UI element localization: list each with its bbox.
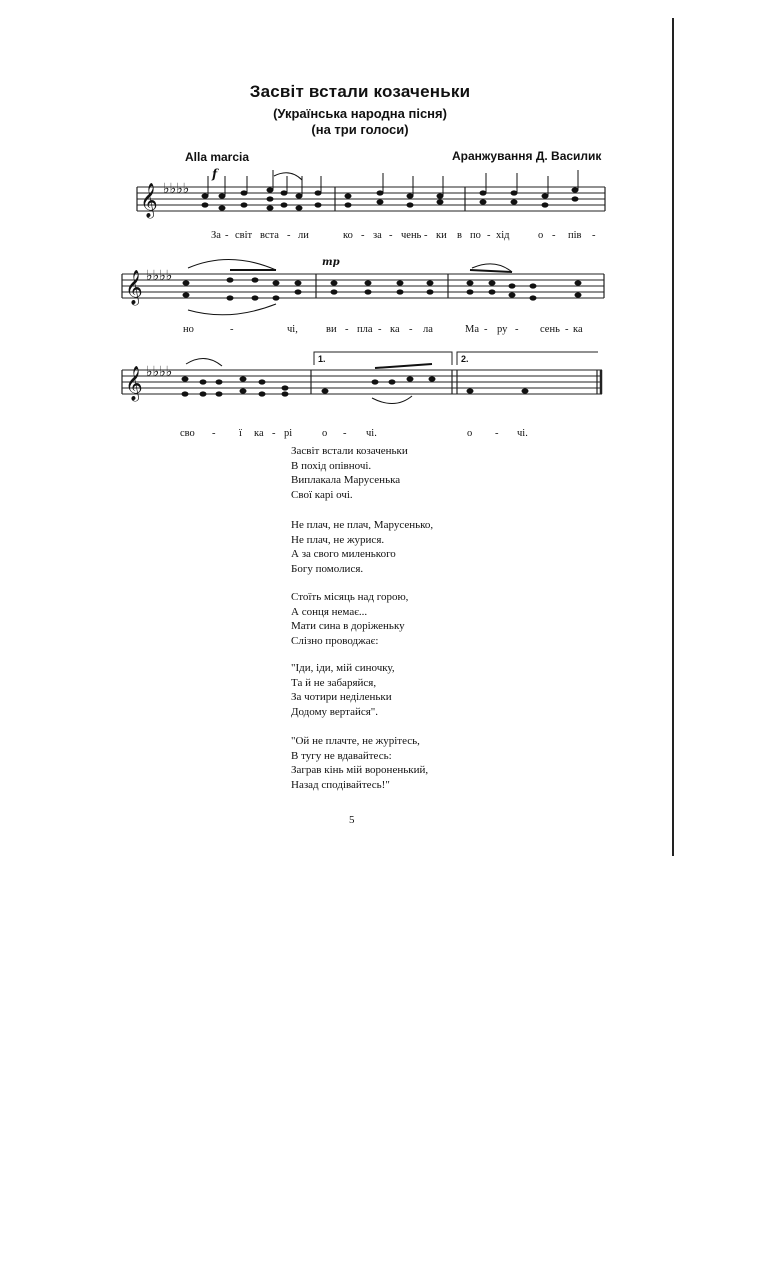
dynamic-mezzo-piano: mp xyxy=(322,257,340,268)
stanza-line: Богу помолися. xyxy=(291,562,364,575)
lyric-syllable: ка xyxy=(390,324,400,335)
lyric-syllable: - xyxy=(212,428,216,439)
lyric-syllable: ла xyxy=(423,324,433,335)
stanza-line: Не плач, не журися. xyxy=(291,533,385,546)
lyric-syllable: світ xyxy=(235,230,253,241)
lyrics-system-1 xyxy=(0,230,777,244)
lyric-syllable: - xyxy=(343,428,347,439)
song-subtitle: (Українська народна пісня) xyxy=(273,106,447,121)
svg-text:♭♭♭♭: ♭♭♭♭ xyxy=(163,181,190,197)
lyric-syllable: сво xyxy=(180,428,195,439)
song-title: Засвіт встали козаченьки xyxy=(249,82,471,101)
stanza-line: Та й не забаряйся, xyxy=(291,676,377,689)
lyric-syllable: - xyxy=(484,324,488,335)
lyric-syllable: - xyxy=(378,324,382,335)
lyric-syllable: - xyxy=(424,230,428,241)
lyric-syllable: - xyxy=(225,230,229,241)
stanza-5 xyxy=(291,734,428,792)
lyric-syllable: - xyxy=(361,230,365,241)
lyric-syllable: в xyxy=(457,230,462,241)
stanza-line: Додому вертайся". xyxy=(291,705,379,718)
lyric-syllable: - xyxy=(487,230,491,241)
stanza-line: В похід опівночі. xyxy=(291,459,372,472)
stanza-line: Назад сподівайтесь!" xyxy=(291,778,390,791)
stanza-line: Свої карі очі. xyxy=(291,488,353,501)
stanza-line: А за свого миленького xyxy=(291,548,396,560)
lyrics-system-2 xyxy=(0,324,777,338)
stanza-line: Слізно проводжає: xyxy=(291,634,379,647)
lyric-syllable: Ма xyxy=(465,324,479,335)
stanza-line: "Іди, іди, мій синочку, xyxy=(291,662,395,674)
stanza-1 xyxy=(291,444,408,502)
svg-text:𝄞: 𝄞 xyxy=(125,270,143,305)
lyric-syllable: сень xyxy=(540,324,560,335)
lyric-syllable: ка xyxy=(254,428,264,439)
lyric-syllable: - xyxy=(345,324,349,335)
lyric-syllable: чі, xyxy=(287,324,298,335)
lyric-syllable: о xyxy=(538,230,544,241)
page-number: 5 xyxy=(349,814,355,826)
svg-text:♭♭♭♭: ♭♭♭♭ xyxy=(146,364,173,380)
lyric-syllable: За xyxy=(211,230,221,241)
lyric-syllable: - xyxy=(592,230,596,241)
lyric-syllable: ви xyxy=(326,324,337,335)
lyric-syllable: ї xyxy=(239,428,242,439)
lyric-syllable: - xyxy=(272,428,276,439)
arranger-credit: Аранжування Д. Василик xyxy=(452,149,602,163)
svg-text:𝄞: 𝄞 xyxy=(140,183,158,218)
lyric-syllable: чень xyxy=(401,230,422,241)
stanza-line: "Ой не плачте, не журітесь, xyxy=(291,735,420,747)
stanza-3 xyxy=(291,590,408,648)
lyric-syllable: за xyxy=(373,230,382,241)
lyric-syllable: - xyxy=(409,324,413,335)
lyric-syllable: ру xyxy=(497,324,508,335)
stanza-2 xyxy=(291,518,433,576)
lyric-syllable: чі. xyxy=(517,428,528,439)
stanza-line: Мати сина в доріженьку xyxy=(291,620,405,632)
lyric-syllable: ка xyxy=(573,324,583,335)
svg-text:♭♭♭♭: ♭♭♭♭ xyxy=(146,268,173,284)
lyric-syllable: - xyxy=(287,230,291,241)
tempo-marking: Alla marcia xyxy=(185,150,250,164)
lyrics-system-3 xyxy=(0,428,777,442)
lyric-syllable: пів xyxy=(568,230,582,241)
dynamic-forte: f xyxy=(212,167,218,181)
lyric-syllable: о xyxy=(322,428,328,439)
lyric-syllable: - xyxy=(230,324,234,335)
stanza-line: В тугу не вдавайтесь: xyxy=(291,749,392,762)
stanza-line: За чотири неділеньки xyxy=(291,691,392,703)
lyric-syllable: вста xyxy=(260,230,279,241)
lyric-syllable: - xyxy=(565,324,569,335)
lyric-syllable: - xyxy=(495,428,499,439)
stanza-line: Стоїть місяць над горою, xyxy=(291,591,409,603)
lyric-syllable: - xyxy=(552,230,556,241)
lyric-syllable: - xyxy=(515,324,519,335)
stanza-4 xyxy=(291,661,395,719)
voices-note: (на три голоси) xyxy=(311,122,409,137)
lyric-syllable: рі xyxy=(284,428,293,439)
volta-second: 2. xyxy=(461,354,469,364)
lyric-syllable: хід xyxy=(496,230,510,241)
stanza-line: Засвіт встали козаченьки xyxy=(291,445,408,457)
volta-first: 1. xyxy=(318,354,326,364)
stanza-line: А сонця немає... xyxy=(291,605,368,618)
stanza-line: Не плач, не плач, Марусенько, xyxy=(291,519,434,531)
stanza-line: Виплакала Марусенька xyxy=(291,474,401,486)
lyric-syllable: ли xyxy=(298,230,309,241)
lyric-syllable: но xyxy=(183,324,194,335)
stanza-line: Заграв кінь мій вороненький, xyxy=(291,764,429,776)
lyric-syllable: ки xyxy=(436,230,447,241)
lyric-syllable: ко xyxy=(343,230,353,241)
lyric-syllable: о xyxy=(467,428,473,439)
lyric-syllable: - xyxy=(389,230,393,241)
lyric-syllable: пла xyxy=(357,324,373,335)
lyric-syllable: по xyxy=(470,230,481,241)
lyric-syllable: чі. xyxy=(366,428,377,439)
svg-text:𝄞: 𝄞 xyxy=(125,366,143,401)
